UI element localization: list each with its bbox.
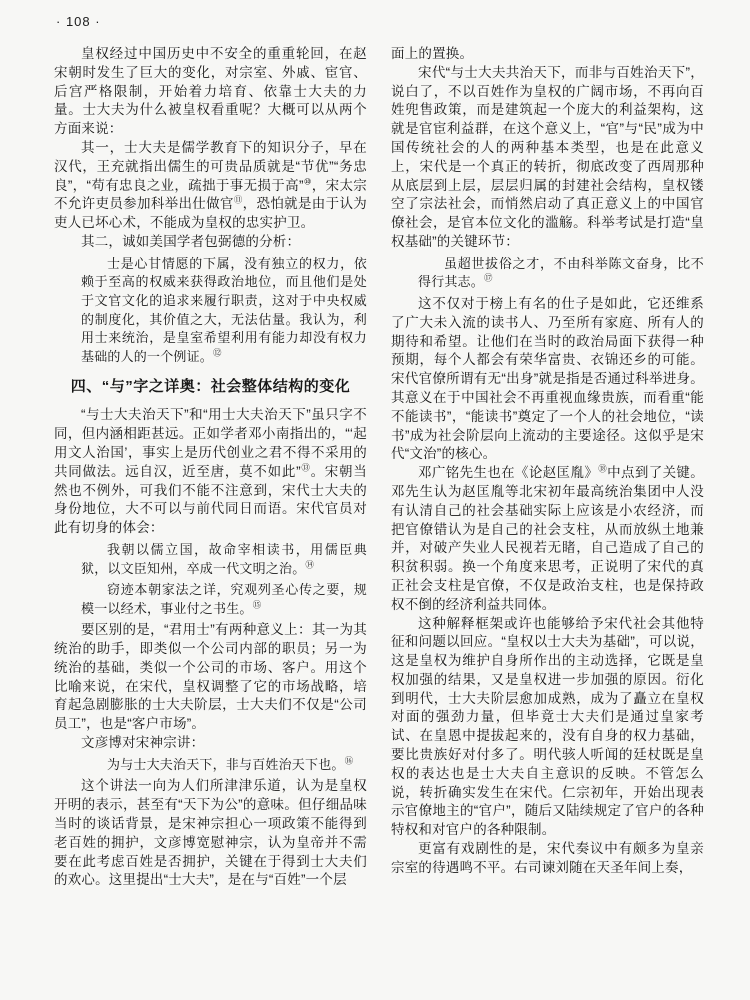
- block-quote: 为与士大夫治天下，非与百姓治天下也。⑯: [107, 755, 354, 772]
- block-quote: 士是心甘情愿的下属，没有独立的权力，依赖于至高的权威来获得政治地位，而且他们是处于文官文化的追求来履行职责，这对于中央权威的制度化，其价值之大，无法估量。我认为，利用士来统治，是皇室希望利用有能力却没有权力基础的人的一个例证。⑫: [81, 255, 367, 364]
- paragraph: 皇权经过中国历史中不安全的重重轮回，在赵宋朝时发生了巨大的变化，对宗室、外戚、宦官、后宫严格限制，开始着力培育、依靠士大夫的力量。士大夫为什么被皇权看重呢？大概可以从两个方面来说：: [54, 46, 367, 137]
- paragraph: 其一，士大夫是儒学教育下的知识分子，早在汉代，王充就指出儒生的可贵品质就是“节优”“务忠良”，“苟有忠良之业，疏拙于事无损于高”⑩，宋太宗不允许吏员参加科举出仕做官⑪，恐怕就是由于认为吏人已坏心术，不能成为皇权的忠实护卫。: [54, 139, 368, 231]
- block-quote: 窃迹本朝家法之详，究观列圣心传之要，规模一以经术，事业付之书生。⑮: [81, 582, 367, 616]
- paragraph: 其二，诚如美国学者包弼德的分析：: [81, 233, 301, 249]
- paragraph: 邓广铭先生也在《论赵匡胤》⑱中点到了关键。邓先生认为赵匡胤等北宋初年最高统治集团中人没有认清自己的社会基础实际上应该是小农经济，而把官僚错认为是自己的社会支柱，从而放纵土地兼并，对破产失业人民视若无睹，自己造成了自己的积贫积弱。换一个角度来思考，正说明了宋代的真正社会支柱是官僚，不仅是政治支柱，也是保持政权不倒的经济利益共同体。: [391, 463, 704, 612]
- block-quote: 我朝以儒立国，故命宰相读书，用儒臣典狱，以文臣知州，卒成一代文明之治。⑭: [81, 541, 367, 576]
- right-column: [391, 45, 704, 890]
- section-heading: 四、“与”字之详奥：社会整体结构的变化: [70, 378, 351, 396]
- paragraph: 这不仅对于榜上有名的仕子是如此，它还维系了广大未入流的读书人、乃至所有家庭、所有人的期待和希望。让他们在当时的政治局面下获得一种预期，每个人都会有荣华富贵、衣锦还乡的可能。宋代官僚所谓有无“出身”就是指是否通过科举进身。其意义在于中国社会不再重视血缘贵族，而看重“能不能读书”，“能读书”奠定了一个人的社会地位，“读书”成为社会阶层向上流动的主要途径。这似乎是宋代“文治”的核心。: [391, 295, 704, 462]
- two-column-layout: [54, 45, 704, 890]
- block-quote: 虽超世拔俗之才，不由科举陈文奋身，比不得行其志。⑰: [418, 255, 704, 290]
- page-number: · 108 ·: [56, 14, 101, 29]
- paragraph: 更富有戏剧性的是，宋代奏议中有颇多为皇亲宗室的待遇鸣不平。右司谏刘随在天圣年间上奏，: [391, 841, 704, 875]
- paragraph: “与士大夫治天下”和“用士大夫治天下”虽只字不同，但内涵相距甚远。正如学者邓小南指出的，“‘起用文人治国’，事实上是历代创业之君不得不采用的共同做法。远自汉，近至唐，莫不如此”⑬。宋朝当然也不例外，可我们不能不注意到，宋代士大夫的身份地位，大不可以与前代同日而语。宋代官员对此有切身的体会：: [54, 407, 367, 536]
- left-column: [54, 45, 367, 890]
- paragraph: 宋代“与士大夫共治天下，而非与百姓治天下”，说白了，不以百姓作为皇权的广阔市场，不再向百姓兜售政策，而是建筑起一个庞大的利益架构，这就是官宦利益群，在这个意义上，“官”与“民”成为中国传统社会的人的两种基本类型，也是在此意义上，宋代是一个真正的转折，彻底改变了西周那种从底层到上层，层层归属的封建社会结构，皇权镂空了宗法社会，而悄然启动了真正意义上的中国官僚社会，是官本位文化的滥觞。科举考试是打造“皇权基础”的关键环节：: [391, 64, 704, 249]
- paragraph-continuation: 面上的置换。: [391, 46, 474, 61]
- paragraph: 要区别的是，“君用士”有两种意义上：其一为其统治的助手，即类似一个公司内部的职员；另一为统治的基础，类似一个公司的市场、客户。用这个比喻来说，在宋代，皇权调整了它的市场战略，培育起急剧膨胀的士大夫阶层，士大夫们不仅是“公司员工”，也是“客户市场”。: [54, 622, 367, 732]
- paragraph: 文彦博对宋神宗讲：: [81, 735, 205, 751]
- paragraph: 这个讲法一向为人们所津津乐道，认为是皇权开明的表示，甚至有“天下为公”的意味。但仔细品味当时的谈话背景，是宋神宗担心一项政策不能得到老百姓的拥护，文彦博宽慰神宗，认为皇帝并不需要在此考虑百姓是否拥护，关键在于得到士大夫们的欢心。这里提出“士大夫”，是在与“百姓”一个层: [54, 778, 367, 888]
- paragraph: 这种解释框架或许也能够给予宋代社会其他特征和问题以回应。“皇权以士大夫为基础”，可以说，这是皇权为维护自身所作出的主动选择，它既是皇权加强的结果，又是皇权进一步加强的原因。衍化到明代，士大夫阶层愈加成熟，成为了矗立在皇权对面的强劲力量，但毕竟士大夫们是通过皇家考试、在皇恩中提拔起来的，没有自身的权力基础，要比贵族好对付多了。明代骇人听闻的廷杖既是皇权的表达也是士大夫自主意识的反映。不管怎么说，转折确实发生在宋代。仁宗初年，开始出现表示官僚地主的“官户”，随后又陆续规定了官户的各种特权和对官户的各种限制。: [391, 615, 704, 838]
